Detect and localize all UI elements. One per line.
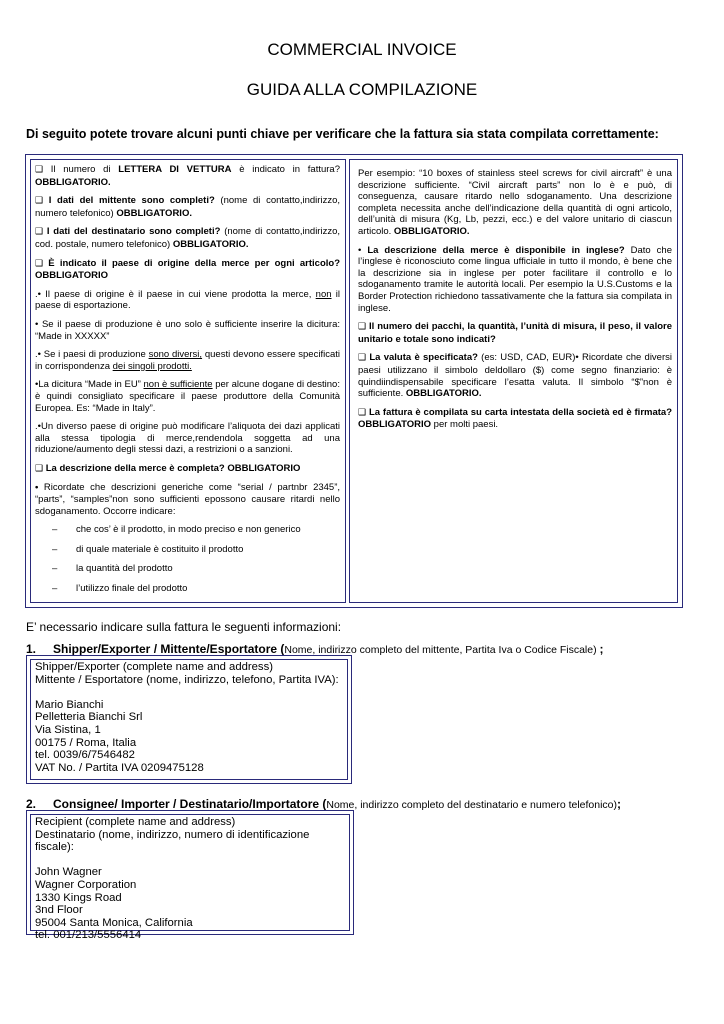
- shipper-line: Shipper/Exporter (complete name and address): [35, 661, 273, 673]
- checkbox-icon: ❑: [35, 463, 44, 474]
- checkbox-icon: ❑: [35, 165, 44, 175]
- origin-note-4: •La dicitura “Made in EU” non è sufficiente per alcune dogane di destino: è quindi consigliato specificare il paese produttore della Comunità Europea. Es: “Made in Italy”.: [35, 379, 340, 414]
- shipper-line: Via Sistina, 1: [35, 723, 101, 736]
- checkbox-icon: ❑: [358, 322, 367, 333]
- checkbox-icon: ❑: [35, 196, 44, 207]
- origin-note-3: .• Se i paesi di produzione sono diversi, questi devono essere specificati in corrispondenza dei singoli prodotti.: [35, 349, 340, 372]
- document-title: COMMERCIAL INVOICE: [267, 40, 457, 59]
- consignee-box: [26, 810, 354, 942]
- check-item-waybill: ❑ Il numero di LETTERA DI VETTURA è indicato in fattura? OBBLIGATORIO.: [35, 164, 340, 188]
- origin-note-2: • Se il paese di produzione è uno solo è sufficiente inserire la dicitura: “Made in XXXXX”: [35, 318, 340, 342]
- shipper-box: [26, 655, 352, 784]
- check-item-packages: ❑ Il numero dei pacchi, la quantità, l’unità di misura, il peso, il valore unitario e totale sono indicati?: [358, 321, 672, 345]
- consignee-line: Wagner Corporation: [35, 878, 137, 891]
- shipper-line: Mario Bianchi: [35, 698, 104, 711]
- shipper-line: Pelletteria Bianchi Srl: [35, 711, 143, 724]
- checkbox-icon: ❑: [358, 353, 367, 364]
- shipper-line: tel. 0039/6/7546482: [35, 749, 135, 762]
- list-item: – che cos’ è il prodotto, in modo preciso e non generico: [52, 524, 301, 536]
- check-item-letterhead: ❑ La fattura è compilata su carta intestata della società ed è firmata? OBBLIGATORIO per molti paesi.: [358, 406, 672, 431]
- consignee-line: John Wagner: [35, 866, 102, 879]
- section-1-heading: 1. Shipper/Exporter / Mittente/Esportatore (Nome, indirizzo completo del mittente, Partita Iva o Codice Fiscale) ;: [26, 642, 604, 656]
- document-subtitle: GUIDA ALLA COMPILAZIONE: [246, 80, 478, 99]
- example-note: Per esempio: “10 boxes of stainless steel screws for civil aircraft” è una descrizione sufficiente. “Civil aircraft parts” non lo è e può, di conseguenza, causare ritardo nello sdoganamento. Una descrizione completa necessita anche dell’indicazione della quantità di ogni articolo, dell’unità di misura (Kg, Lb, pezzi, ecc.) e del valore unitario di ciascun articolo. OBBLIGATORIO.: [358, 168, 672, 237]
- info-required-text: E’ necessario indicare sulla fattura le seguenti informazioni:: [26, 620, 342, 634]
- list-item: – l’utilizzo finale del prodotto: [52, 583, 188, 595]
- shipper-line: Mittente / Esportatore (nome, indirizzo, telefono, Partita IVA):: [35, 673, 339, 686]
- checklist-right-column: [349, 159, 678, 603]
- checkbox-icon: ❑: [358, 407, 367, 418]
- checklist-frame: [25, 154, 683, 608]
- consignee-line: 1330 Kings Road: [35, 891, 122, 904]
- consignee-line: 3nd Floor: [35, 904, 83, 917]
- english-note: • La descrizione della merce è disponibile in inglese? Dato che l’inglese è riconosciuto come lingua ufficiale in tutto il mondo, è bene che la descrizione sia in inglese per poter facilitare il controllo e lo sdoganamento tramite le autorità locali. Per esempio la U.S.Customs e la Border Protection richiedono tassativamente che la fattura sia compilata in inglese.: [358, 244, 672, 314]
- description-note: • Ricordate che descrizioni generiche come “serial / partnbr 2345”, “parts”, “samples”non sono sufficienti epossono causare ritardi nello sdoganamento. Occorre indicare:: [35, 482, 340, 517]
- check-item-origin: ❑ È indicato il paese di origine della merce per ogni articolo? OBBLIGATORIO: [35, 257, 341, 282]
- checkbox-icon: ❑: [35, 258, 44, 269]
- consignee-line: Destinatario (nome, indirizzo, numero di identificazione fiscale):: [35, 828, 310, 854]
- origin-note-5: .•Un diverso paese di origine può modificare l’aliquota dei dazi applicati alla stessa tipologia di merce,rendendola soggetta ad una riduzione/aumento degli stessi dazi, a restrizioni o a sanzioni.: [35, 421, 340, 456]
- check-item-currency: ❑ La valuta è specificata? (es: USD, CAD, EUR)• Ricordate che diversi paesi utilizzano il simbolo deldollaro ($) come segno finanziario: è quindiindispensabile specificare l’esatta valuta. Il simbolo “$”non è sufficiente. OBBLIGATORIO.: [358, 352, 672, 400]
- check-item-description: ❑ La descrizione della merce è completa? OBBLIGATORIO: [35, 462, 301, 474]
- checklist-left-column: [30, 159, 346, 603]
- consignee-line: tel. 001/213/5556414: [35, 929, 142, 942]
- origin-note-1: .• Il paese di origine è il paese in cui viene prodotta la merce, non il paese di esportazione.: [35, 288, 340, 312]
- consignee-line: Recipient (complete name and address): [35, 816, 236, 828]
- check-item-sender: ❑ I dati del mittente sono completi? (nome di contatto,indirizzo, numero telefonico) OBBLIGATORIO.: [35, 195, 340, 219]
- consignee-line: 95004 Santa Monica, California: [35, 916, 193, 929]
- intro-text: Di seguito potete trovare alcuni punti chiave per verificare che la fattura sia stata compilata correttamente:: [26, 127, 659, 141]
- shipper-line: VAT No. / Partita IVA 0209475128: [35, 761, 204, 774]
- checkbox-icon: ❑: [35, 227, 44, 238]
- list-item: – di quale materiale è costituito il prodotto: [52, 543, 244, 555]
- section-2-heading: 2. Consignee/ Importer / Destinatario/Importatore (Nome, indirizzo completo del destinatario e numero telefonico);: [26, 797, 622, 811]
- shipper-line: 00175 / Roma, Italia: [35, 736, 137, 749]
- check-item-recipient: ❑ I dati del destinatario sono completi? (nome di contatto,indirizzo, cod. postale, numero telefonico) OBBLIGATORIO.: [35, 226, 341, 250]
- list-item: – la quantità del prodotto: [52, 563, 173, 575]
